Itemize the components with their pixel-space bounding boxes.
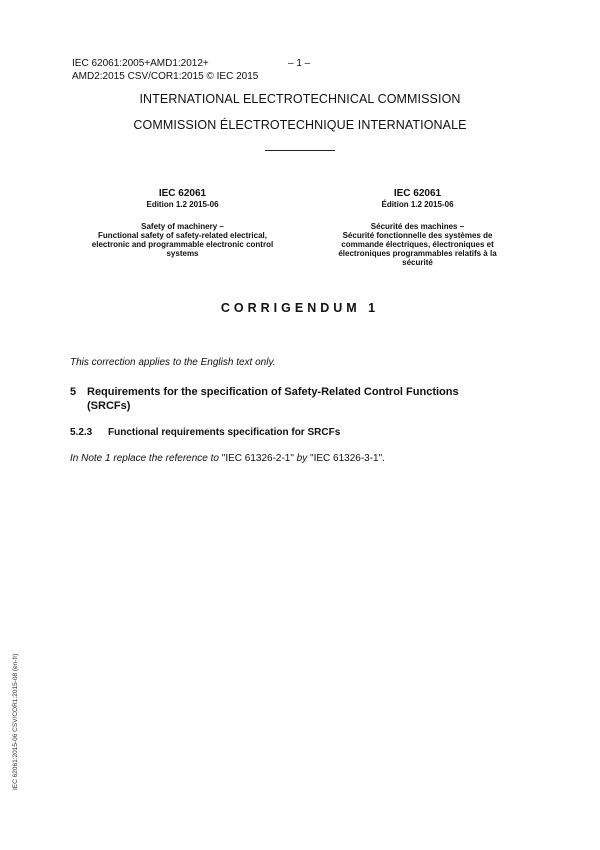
section-number: 5 bbox=[70, 386, 77, 398]
side-document-code: IEC 62061:2015-06 CSV/COR1:2015-08 (en-fr) bbox=[12, 653, 19, 790]
section-title-line-2: (SRCFs) bbox=[87, 400, 131, 412]
correction-suffix: . bbox=[382, 453, 385, 464]
reference-line-1: IEC 62061:2005+AMD1:2012+ bbox=[72, 58, 209, 69]
title-fr-line-2: Sécurité fonctionnelle des systèmes de bbox=[342, 231, 493, 240]
page-number: – 1 – bbox=[288, 58, 311, 69]
title-fr-line-3: commande électriques, électroniques et bbox=[341, 240, 494, 249]
reference-line-2: AMD2:2015 CSV/COR1:2015 © IEC 2015 bbox=[72, 71, 259, 82]
organization-name-en: INTERNATIONAL ELECTROTECHNICAL COMMISSION bbox=[139, 92, 461, 106]
corrigendum-title: CORRIGENDUM 1 bbox=[220, 301, 380, 315]
old-reference: "IEC 61326-2-1" bbox=[221, 453, 294, 464]
title-fr-line-4: électroniques programmables relatifs à la bbox=[338, 249, 497, 258]
new-reference: "IEC 61326-3-1" bbox=[310, 453, 383, 464]
subsection-number: 5.2.3 bbox=[70, 427, 93, 438]
subsection-title: Functional requirements specification for SRCFs bbox=[108, 427, 341, 438]
subsection-heading bbox=[70, 427, 340, 438]
section-title bbox=[87, 385, 459, 413]
edition-en: Edition 1.2 2015-06 bbox=[146, 200, 219, 209]
section-heading bbox=[70, 385, 530, 413]
correction-text bbox=[70, 453, 385, 464]
section-heading-row bbox=[70, 385, 530, 413]
title-en-line-2: Functional safety of safety-related electrical, bbox=[98, 231, 267, 240]
applies-note: This correction applies to the English text only. bbox=[70, 357, 276, 368]
standard-number-en: IEC 62061 bbox=[158, 188, 207, 199]
edition-fr: Édition 1.2 2015-06 bbox=[381, 200, 454, 209]
title-en-line-1: Safety of machinery – bbox=[141, 222, 224, 231]
title-fr-line-1: Sécurité des machines – bbox=[370, 222, 465, 231]
document-reference bbox=[72, 57, 258, 83]
title-separator bbox=[265, 150, 335, 151]
correction-prefix: In Note 1 replace the reference to bbox=[70, 453, 222, 464]
section-title-line-1: Requirements for the specification of Safety-Related Control Functions bbox=[87, 386, 459, 398]
organization-name-fr: COMMISSION ÉLECTROTECHNIQUE INTERNATIONALE bbox=[133, 118, 467, 132]
title-fr-line-5: sécurité bbox=[402, 258, 433, 267]
correction-by: by bbox=[293, 453, 311, 464]
english-column bbox=[70, 188, 295, 258]
title-en-line-3: electronic and programmable electronic control bbox=[91, 240, 274, 249]
french-column bbox=[305, 188, 530, 267]
title-en-line-4: systems bbox=[166, 249, 199, 258]
standard-number-fr: IEC 62061 bbox=[393, 188, 442, 199]
